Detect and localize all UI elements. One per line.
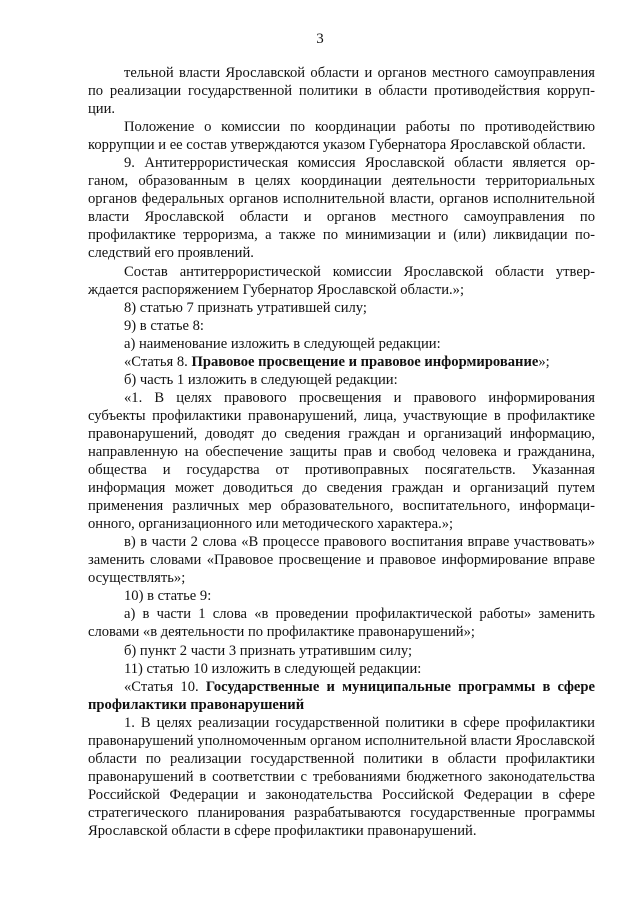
article-8-suffix: »;	[538, 353, 550, 370]
paragraph-10: «1. В целях правового просвещения и правового информирования субъекты профилактики правонарушений, лица, участвующие в профилактике правонарушений, доводят до сведения граждан и организаций информацию, направленную на обеспечение защиты прав и свобод человека и гражданина, общества и государства от противоправных посягательств. Указанная информация может доводиться до сведения граждан и организаций путем применения различных мер образовательного, воспитательного, информационного, организационного или методического характера.»;	[88, 389, 595, 533]
paragraph-9: б) часть 1 изложить в следующей редакции:	[124, 371, 398, 388]
paragraph-7: а) наименование изложить в следующей редакции:	[124, 335, 441, 352]
paragraph-13: а) в части 1 слова «в проведении профилактической работы» заменить словами «в деятельности по профилактике правонарушений»;	[88, 606, 595, 641]
article-10-title: Государственные и муниципальные программы в сфере профилактики правонарушений	[88, 678, 596, 713]
article-8-heading	[88, 353, 595, 371]
article-8-title: Правовое просвещение и правовое информирование	[191, 353, 539, 370]
paragraph-11: в) в части 2 слова «В процессе правового воспитания вправе участвовать» заменить словами «Правовое просвещение и правовое информирование вправе осуществлять»;	[88, 534, 595, 587]
article-10-heading	[88, 678, 595, 714]
page-number: 3	[316, 31, 324, 47]
paragraph-1: тельной власти Ярославской области и органов местного самоуправления по реализации государственной политики в области противодействия коррупции.	[88, 65, 595, 118]
paragraph-15: 11) статью 10 изложить в следующей редакции:	[124, 660, 422, 677]
paragraph-2: Положение о комиссии по координации работы по противодействию коррупции и ее состав утверждаются указом Губернатора Ярославской области.	[88, 119, 595, 154]
paragraph-3: 9. Антитеррористическая комиссия Ярославской области является органом, образованным в целях координации деятельности территориальных органов федеральных органов исполнительной власти, органов исполнительной власти Ярославской области и органов местного самоуправления по профилактике терроризма, а также по минимизации и (или) ликвидации последствий его проявлений.	[88, 155, 595, 262]
paragraph-12: 10) в статье 9:	[124, 588, 212, 605]
article-10-prefix: «Статья 10.	[124, 678, 206, 695]
article-8-prefix: «Статья 8.	[124, 353, 192, 370]
paragraph-14: б) пункт 2 части 3 признать утратившим силу;	[124, 642, 413, 659]
paragraph-4: Состав антитеррористической комиссии Ярославской области утверждается распоряжением Губернатор Ярославской области.»;	[88, 263, 595, 298]
document-body	[88, 64, 595, 840]
paragraph-6: 9) в статье 8:	[124, 317, 204, 334]
paragraph-5: 8) статью 7 признать утратившей силу;	[124, 299, 367, 316]
paragraph-17: 1. В целях реализации государственной политики в сфере профилактики правонарушений уполномоченным органом исполнительной власти Ярославской области по реализации государственной политики в области профилактики правонарушений в соответствии с требованиями бюджетного законодательства Российской Федерации и законодательства Российской Федерации в сфере стратегического планирования разрабатываются государственные программы Ярославской области в сфере профилактики правонарушений.	[88, 714, 595, 839]
